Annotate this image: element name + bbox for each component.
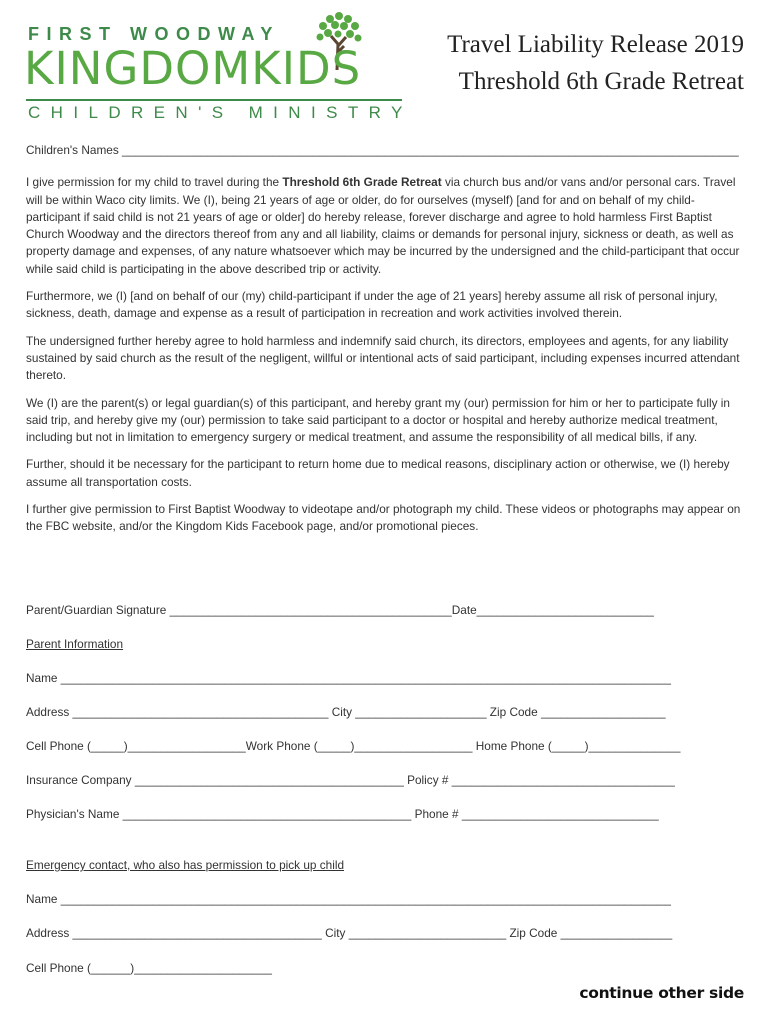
title-line-2: Threshold 6th Grade Retreat — [458, 68, 744, 95]
logo-main-text: KINGDOMKIDS — [24, 42, 362, 95]
parent-phones-field[interactable]: Cell Phone (_____)__________________Work Phone (_____)__________________ Home Phone (_____)______________ — [26, 739, 681, 753]
emergency-cell-field[interactable]: Cell Phone (______)_____________________ — [26, 961, 272, 975]
paragraph-transportation: Further, should it be necessary for the participant to return home due to medical reasons, disciplinary action or otherwise, we (I) hereby assume all transportation costs. — [26, 457, 730, 489]
emergency-address-field[interactable]: Address ______________________________________ City ________________________ Zip Code _________________ — [26, 926, 673, 940]
children-names-field[interactable]: Children's Names ______________________________________________________________________________________________ — [26, 143, 739, 157]
document-title — [447, 28, 744, 102]
kingdom-kids-logo — [24, 10, 413, 122]
paragraph-assume-risk: Furthermore, we (I) [and on behalf of our (my) child-participant if under the age of 21 years] hereby assume all risk of personal injury, sickness, death, damage and expense as a result of participation in recreation and work activities involved therein. — [26, 289, 718, 321]
p1-text-start: I give permission for my child to travel during the — [26, 175, 283, 190]
paragraph-indemnify: The undersigned further hereby agree to hold harmless and indemnify said church, its directors, employees and agents, for any liability sustained by said church as the result of the negligent, willful or intentional acts of said participant, including expenses incurred attendant thereto. — [26, 333, 740, 383]
signature-field[interactable]: Parent/Guardian Signature ___________________________________________Date___________________________ — [26, 603, 654, 617]
paragraph-medical: We (I) are the parent(s) or legal guardian(s) of this participant, and hereby grant my (our) permission for him or her to participate fully in said trip, and hereby give my (our) permission to take said participant to a doctor or hospital and hereby authorize medical treatment, including but not in limitation to emergency surgery or medical treatment, and assume the responsibility of all medical bills, if any. — [26, 395, 730, 445]
paragraph-photo: I further give permission to First Baptist Woodway to videotape and/or photograph my child. These videos or photographs may appear on the FBC website, and/or the Kingdom Kids Facebook page, and/or promotional pieces. — [26, 502, 741, 534]
continue-note: continue other side — [579, 984, 744, 1002]
physician-field[interactable]: Physician's Name ____________________________________________ Phone # ______________________________ — [26, 807, 659, 821]
parent-name-field[interactable]: Name _____________________________________________________________________________________________ — [26, 671, 671, 685]
logo-top-text: FIRST WOODWAY — [28, 24, 280, 44]
logo-bottom-text: CHILDREN'S MINISTRY — [28, 103, 413, 122]
p1-event-name: Threshold 6th Grade Retreat — [282, 175, 442, 190]
release-body — [26, 142, 746, 546]
parent-info-heading: Parent Information — [26, 637, 124, 651]
logo-divider — [26, 99, 402, 101]
parent-address-field[interactable]: Address _______________________________________ City ____________________ Zip Code ___________________ — [26, 705, 666, 719]
p1-text-end: via church bus and/or vans and/or personal cars. Travel will be within Waco city limits. We (I), being 21 years of age or older, do for ourselves (myself) [and for and on behalf of my child-participant if said child is not 21 years of age or older] do hereby release, forever discharge and agree to hold harmless First Baptist Church Woodway and the directors thereof from any and all liability, claims or demands for personal injury, sickness or death, as well as property damage and expenses, of any nature whatsoever which may be incurred by the undersigned and the child-participant that occur while said child is participating in the above described trip or activity. — [26, 175, 740, 276]
paragraph-permission — [26, 174, 746, 278]
emergency-heading: Emergency contact, who also has permission to pick up child — [26, 858, 345, 872]
insurance-field[interactable]: Insurance Company _________________________________________ Policy # __________________________________ — [26, 773, 675, 787]
title-line-1: Travel Liability Release 2019 — [447, 31, 744, 58]
emergency-name-field[interactable]: Name _____________________________________________________________________________________________ — [26, 892, 671, 906]
